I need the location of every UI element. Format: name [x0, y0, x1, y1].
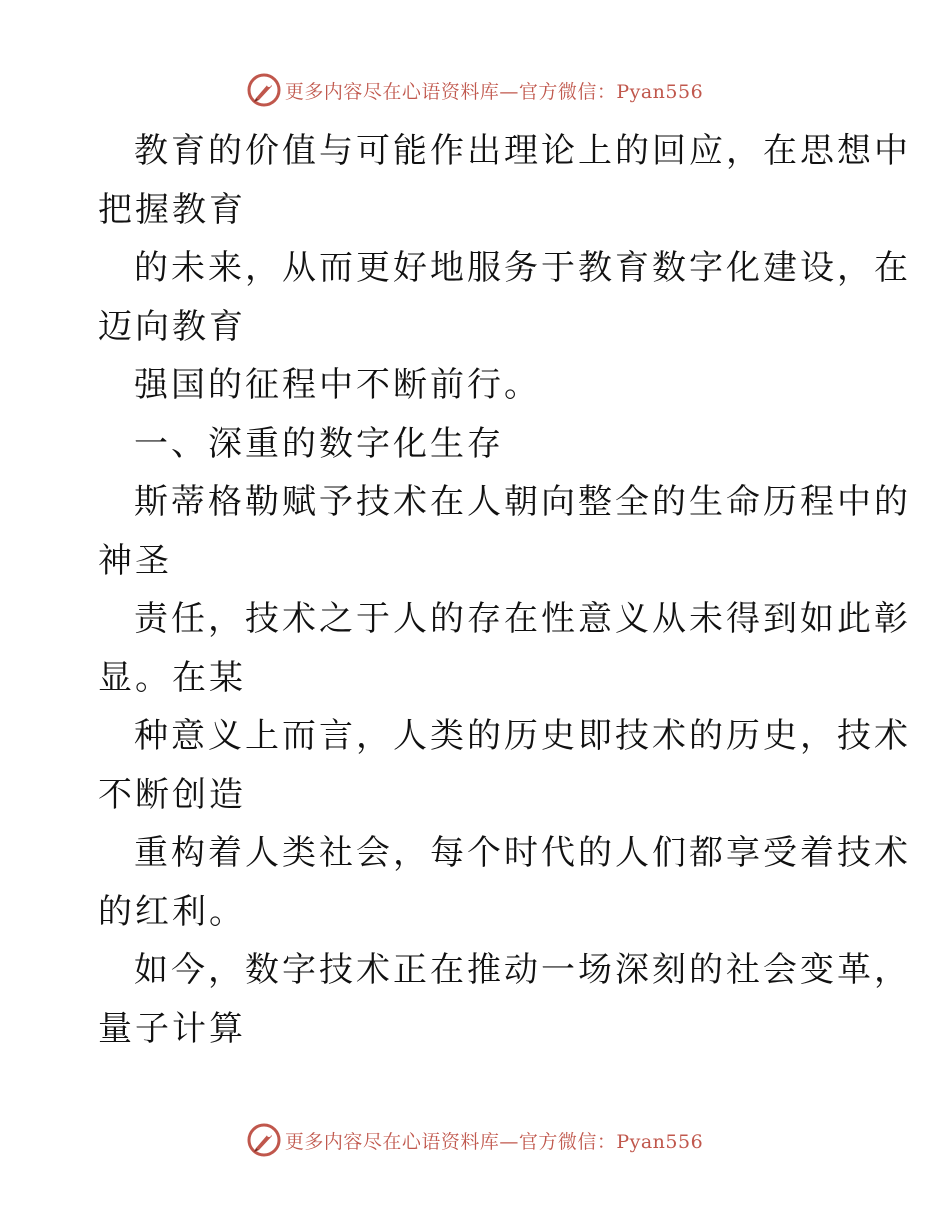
- document-body: [98, 122, 911, 1058]
- header-banner: [0, 70, 950, 110]
- paragraph-5: [98, 473, 911, 590]
- paragraph-6: [98, 590, 911, 707]
- footer-banner: [0, 1120, 950, 1160]
- paragraph-line: 责任，技术之于人的存在性意义从未得到如此彰: [134, 599, 911, 639]
- paragraph-7: [98, 707, 911, 824]
- paragraph-line-continuation: 量子计算: [98, 1008, 246, 1049]
- paragraph-2: [98, 239, 911, 356]
- paragraph-8: [98, 824, 911, 941]
- paragraph-line: 强国的征程中不断前行。: [134, 365, 541, 405]
- paragraph-line-continuation: 神圣: [98, 540, 172, 581]
- section-heading: [98, 415, 858, 474]
- footer-banner-text: 更多内容尽在心语资料库—官方微信：Pyan556: [284, 1130, 704, 1153]
- paragraph-line-continuation: 把握教育: [98, 189, 246, 230]
- paragraph-9: [98, 941, 911, 1058]
- paragraph-3: [98, 356, 858, 415]
- paragraph-line-continuation: 显。在某: [98, 657, 246, 698]
- paragraph-line: 如今，数字技术正在推动一场深刻的社会变革，: [134, 950, 911, 990]
- header-banner-text: 更多内容尽在心语资料库—官方微信：Pyan556: [284, 80, 704, 103]
- paragraph-line-continuation: 的红利。: [98, 891, 246, 932]
- paragraph-line-continuation: 不断创造: [98, 774, 246, 815]
- red-pen-logo-icon: [247, 73, 281, 107]
- paragraph-line: 斯蒂格勒赋予技术在人朝向整全的生命历程中的: [134, 482, 911, 522]
- paragraph-1: [98, 122, 911, 239]
- paragraph-line-continuation: 迈向教育: [98, 306, 246, 347]
- paragraph-line: 重构着人类社会，每个时代的人们都享受着技术: [134, 833, 911, 873]
- section-heading-text: 一、深重的数字化生存: [134, 423, 504, 464]
- paragraph-line: 教育的价值与可能作出理论上的回应，在思想中: [134, 131, 911, 171]
- paragraph-line: 种意义上而言，人类的历史即技术的历史，技术: [134, 716, 911, 756]
- red-pen-logo-icon: [247, 1123, 281, 1157]
- paragraph-line: 的未来，从而更好地服务于教育数字化建设，在: [134, 248, 911, 288]
